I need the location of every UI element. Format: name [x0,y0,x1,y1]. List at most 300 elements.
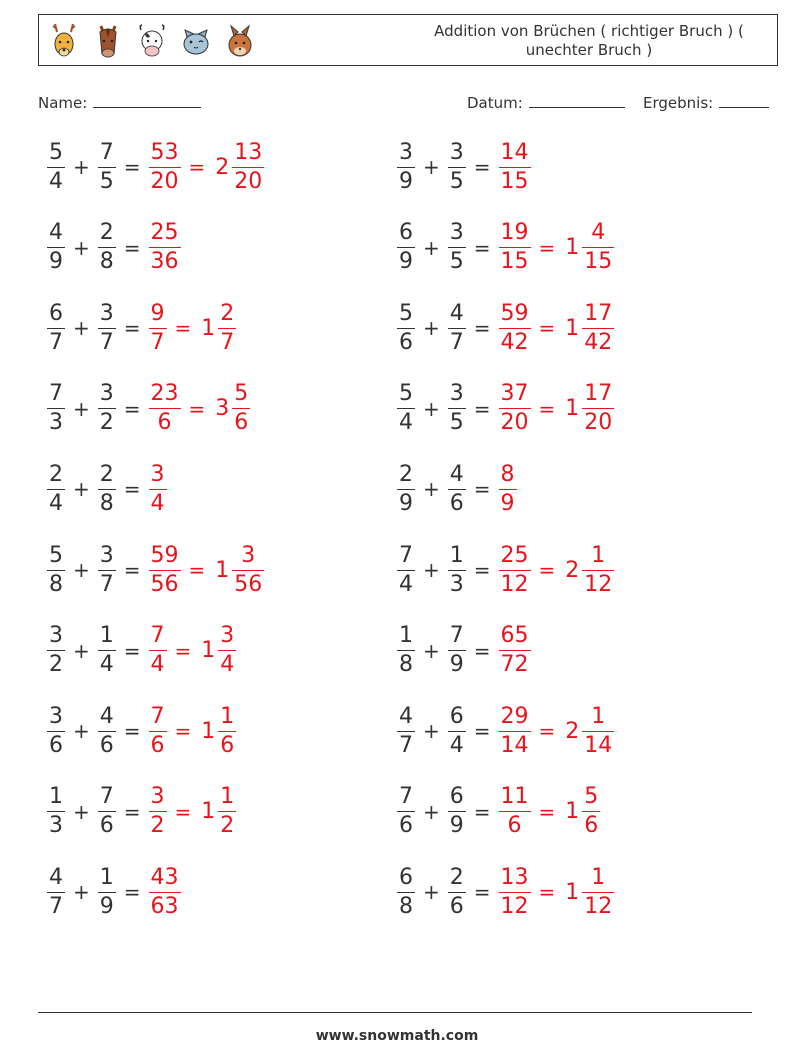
fraction-bar [582,811,600,812]
addend-a [47,785,65,838]
mixed-fraction [582,544,614,597]
fraction-bar [218,731,236,732]
answer-fraction [149,141,181,194]
equals-sign: = [473,477,491,502]
answer-fraction-denominator: 20 [150,168,179,194]
addend-a [397,141,415,194]
answer-fraction-denominator: 9 [500,490,515,516]
fraction-bar [47,489,65,490]
addend-b-numerator: 2 [449,864,464,890]
plus-sign: + [73,235,90,260]
addend-a-numerator: 5 [399,300,413,326]
plus-sign: + [423,155,440,179]
addend-b-denominator: 9 [449,652,464,678]
addend-b [98,382,116,435]
answer-fraction-numerator: 14 [500,139,529,165]
answer-fraction [149,705,167,758]
answer-fraction [149,221,181,274]
equals-sign: = [188,396,206,421]
name-label: Name: [38,94,88,112]
answer-fraction-denominator: 15 [500,249,529,275]
mixed-fraction-numerator: 5 [584,784,599,810]
score-blank[interactable] [719,93,769,108]
problem-row [45,135,266,199]
equals-sign: = [473,880,491,905]
addend-a-denominator: 6 [399,813,413,839]
answer-fraction-denominator: 4 [150,652,165,678]
squirrel-icon [221,20,259,62]
addend-a [397,705,415,758]
addend-a-denominator: 7 [399,732,413,758]
fraction-bar [499,167,531,168]
fraction-bar [98,811,116,812]
answer-fraction [149,544,181,597]
addend-b [448,785,466,838]
fraction-bar [397,811,415,812]
answer-fraction-denominator: 6 [150,732,165,758]
plus-sign: + [423,719,440,744]
fraction-bar [98,328,116,329]
addend-a-denominator: 4 [399,410,413,436]
answer-fraction-numerator: 37 [500,381,529,407]
answer-fraction-denominator: 2 [150,813,165,839]
answer-fraction-numerator: 19 [500,220,529,246]
addend-b [448,302,466,355]
answer-fraction-denominator: 56 [150,571,179,597]
equals-sign: = [123,638,141,663]
addend-a [397,302,415,355]
plus-sign: + [423,638,440,663]
equals-sign: = [473,235,491,260]
addend-a-numerator: 6 [399,864,413,890]
answer-fraction-denominator: 12 [500,571,529,597]
addend-a [397,463,415,516]
mixed-fraction-numerator: 1 [591,542,606,568]
addend-b-denominator: 2 [99,410,114,436]
mixed-fraction-numerator: 1 [220,703,235,729]
mixed-fraction [232,382,250,435]
equals-sign: = [473,155,491,179]
answer-fraction-denominator: 4 [150,490,165,516]
addend-a [397,785,415,838]
addend-b-denominator: 8 [99,249,114,275]
fraction-bar [448,731,466,732]
problem-row [395,377,616,441]
answer-fraction-numerator: 13 [500,864,529,890]
answer-fraction-denominator: 36 [150,249,179,275]
name-field [38,93,201,112]
problem-row [395,860,616,924]
mixed-whole: 1 [201,718,216,744]
addend-a-denominator: 6 [49,732,63,758]
addend-a-numerator: 3 [49,703,63,729]
answer-fraction [149,302,167,355]
equals-sign: = [473,558,491,582]
addend-b-numerator: 4 [449,300,464,326]
addend-a-denominator: 7 [49,329,63,355]
mixed-whole: 1 [565,235,580,261]
fraction-bar [232,167,264,168]
fraction-bar [149,811,167,812]
addend-b-numerator: 3 [99,300,114,326]
equals-sign: = [188,558,206,582]
fraction-bar [448,892,466,893]
mixed-fraction-numerator: 1 [591,864,606,890]
addend-b-denominator: 7 [449,329,464,355]
date-blank[interactable] [529,93,625,108]
answer-fraction-numerator: 23 [150,381,179,407]
problem-row [395,296,616,360]
addend-b-numerator: 1 [449,542,464,568]
answer-fraction-numerator: 3 [150,461,165,487]
addend-b [448,544,466,597]
addend-b-denominator: 6 [99,813,114,839]
addend-b-numerator: 7 [99,139,114,165]
addend-b [98,544,116,597]
addend-a-numerator: 1 [49,784,63,810]
fraction-bar [98,650,116,651]
fraction-bar [582,892,614,893]
addend-b-numerator: 6 [449,784,464,810]
equals-sign: = [174,316,192,341]
mixed-fraction [218,302,236,355]
name-blank[interactable] [93,93,201,108]
fraction-bar [232,408,250,409]
answer-fraction-numerator: 7 [150,703,165,729]
addend-b-denominator: 5 [449,410,464,436]
answer-fraction-denominator: 15 [500,168,529,194]
mixed-whole: 3 [215,396,230,422]
mixed-fraction-numerator: 17 [584,300,613,326]
equals-sign: = [538,799,556,824]
problem-row [395,216,616,280]
mixed-fraction [582,866,614,919]
addend-b-numerator: 2 [99,461,114,487]
answer-fraction [499,866,531,919]
mixed-whole: 1 [565,879,580,905]
problem-row [45,860,183,924]
fraction-bar [448,650,466,651]
fraction-bar [448,247,466,248]
fraction-bar [582,408,614,409]
answer-fraction-numerator: 9 [150,300,165,326]
animal-icons [45,20,259,62]
mixed-fraction-denominator: 14 [584,732,613,758]
answer-fraction [499,302,531,355]
addend-a-denominator: 4 [49,168,63,194]
mixed-fraction-numerator: 17 [584,381,613,407]
plus-sign: + [423,799,440,824]
addend-a-numerator: 2 [399,461,413,487]
mixed-fraction-denominator: 42 [584,329,613,355]
addend-a-denominator: 8 [49,571,63,597]
problem-row [45,216,183,280]
problem-row [395,699,616,763]
answer-fraction [499,544,531,597]
addend-a-denominator: 9 [399,490,413,516]
answer-fraction-numerator: 65 [500,623,529,649]
problem-row [45,296,238,360]
equals-sign: = [174,638,192,663]
plus-sign: + [73,558,90,582]
equals-sign: = [174,719,192,744]
addend-a-denominator: 6 [399,329,413,355]
equals-sign: = [123,396,141,421]
addend-b [98,221,116,274]
answer-fraction-numerator: 25 [500,542,529,568]
equals-sign: = [123,155,141,179]
mixed-fraction [218,624,236,677]
plus-sign: + [73,719,90,744]
addend-b [448,463,466,516]
problem-row [45,457,169,521]
problem-row [45,699,238,763]
addend-a-denominator: 7 [49,893,63,919]
mixed-fraction-numerator: 1 [591,703,606,729]
addend-a-numerator: 7 [399,784,413,810]
worksheet-header [38,14,778,66]
answer-fraction [149,785,167,838]
mixed-fraction-denominator: 6 [584,813,599,839]
fraction-bar [448,328,466,329]
answer-fraction-denominator: 63 [150,893,179,919]
fraction-bar [149,247,181,248]
equals-sign: = [123,477,141,502]
plus-sign: + [423,558,440,582]
mixed-fraction-denominator: 7 [220,329,235,355]
answer-fraction [499,141,531,194]
problem-row [395,619,533,683]
addend-b [98,624,116,677]
fraction-bar [499,408,531,409]
addend-b-numerator: 7 [449,623,464,649]
addend-a-numerator: 4 [399,703,413,729]
mixed-fraction-denominator: 56 [234,571,263,597]
fraction-bar [98,247,116,248]
fraction-bar [582,731,614,732]
plus-sign: + [423,235,440,260]
fraction-bar [397,328,415,329]
score-label: Ergebnis: [643,94,714,112]
addend-b-denominator: 7 [99,571,114,597]
fraction-bar [47,892,65,893]
date-label: Datum: [467,94,523,112]
equals-sign: = [473,799,491,824]
mixed-fraction-denominator: 6 [234,410,249,436]
fraction-bar [149,892,181,893]
addend-b-denominator: 7 [99,329,114,355]
addend-b-numerator: 3 [99,381,114,407]
problem-row [395,457,519,521]
addend-b [448,624,466,677]
addend-b-numerator: 2 [99,220,114,246]
answer-fraction-denominator: 14 [500,732,529,758]
worksheet-title: Addition von Brüchen ( richtiger Bruch ) ( unechter Bruch ) [434,22,744,59]
plus-sign: + [73,396,90,421]
deer-icon [45,20,83,62]
mixed-fraction-denominator: 12 [584,893,613,919]
mixed-fraction [582,785,600,838]
addend-b [448,382,466,435]
mixed-fraction-numerator: 3 [220,623,235,649]
mixed-fraction-numerator: 3 [241,542,256,568]
fraction-bar [149,328,167,329]
fraction-bar [47,570,65,571]
answer-fraction [499,705,531,758]
fraction-bar [448,489,466,490]
fraction-bar [149,650,167,651]
mixed-fraction [232,141,264,194]
mixed-fraction-denominator: 2 [220,813,235,839]
fraction-bar [232,570,264,571]
plus-sign: + [423,396,440,421]
addend-b-denominator: 6 [449,893,464,919]
fraction-bar [397,650,415,651]
addend-a-numerator: 5 [49,542,63,568]
fraction-bar [47,247,65,248]
answer-fraction-numerator: 59 [150,542,179,568]
addend-a [397,382,415,435]
addend-a-denominator: 3 [49,813,63,839]
mixed-fraction-denominator: 12 [584,571,613,597]
fraction-bar [397,570,415,571]
addend-a [47,624,65,677]
equals-sign: = [123,235,141,260]
mixed-whole: 1 [565,396,580,422]
answer-fraction [499,382,531,435]
fraction-bar [47,650,65,651]
addend-a-numerator: 1 [399,623,413,649]
fraction-bar [499,489,517,490]
plus-sign: + [73,880,90,905]
fraction-bar [582,328,614,329]
plus-sign: + [423,316,440,341]
mixed-fraction-denominator: 4 [220,652,235,678]
addend-a [47,302,65,355]
addend-a-numerator: 2 [49,461,63,487]
plus-sign: + [423,477,440,502]
problem-row [395,135,533,199]
date-field [467,93,625,112]
addend-b-denominator: 3 [449,571,464,597]
addend-b [98,463,116,516]
problem-row [45,377,252,441]
fraction-bar [218,811,236,812]
addend-b-denominator: 9 [449,813,464,839]
mixed-fraction [582,302,614,355]
addend-a-numerator: 6 [399,220,413,246]
fraction-bar [397,489,415,490]
answer-fraction [499,221,531,274]
addend-a [47,141,65,194]
problem-row [45,780,238,844]
addend-b-numerator: 1 [99,864,114,890]
addend-a-denominator: 4 [49,490,63,516]
fraction-bar [499,247,531,248]
equals-sign: = [123,558,141,582]
addend-a-denominator: 9 [399,249,413,275]
addend-a [47,382,65,435]
addend-a [47,866,65,919]
mixed-fraction [218,705,236,758]
equals-sign: = [188,155,206,179]
fraction-bar [499,328,531,329]
fraction-bar [499,731,531,732]
addend-b-numerator: 4 [449,461,464,487]
answer-fraction-denominator: 6 [157,410,172,436]
mixed-whole: 1 [565,315,580,341]
footer-site: www.snowmath.com [315,1028,479,1044]
answer-fraction-denominator: 7 [150,329,165,355]
addend-b-denominator: 5 [449,249,464,275]
mixed-fraction-denominator: 20 [234,168,263,194]
horse-icon [89,20,127,62]
fraction-bar [582,247,614,248]
answer-fraction [149,624,167,677]
equals-sign: = [473,316,491,341]
mixed-fraction-denominator: 15 [584,249,613,275]
answer-fraction [149,463,167,516]
addend-b-numerator: 3 [449,139,464,165]
addend-a-denominator: 9 [399,168,413,194]
mixed-fraction [582,705,614,758]
mixed-whole: 2 [565,557,580,583]
addend-b-denominator: 5 [449,168,464,194]
addend-a-numerator: 4 [49,864,63,890]
plus-sign: + [423,880,440,905]
fraction-bar [149,731,167,732]
mixed-whole: 1 [565,799,580,825]
fraction-bar [149,167,181,168]
addend-b-numerator: 7 [99,784,114,810]
addend-b [448,705,466,758]
plus-sign: + [73,638,90,663]
fraction-bar [98,408,116,409]
fraction-bar [149,408,181,409]
addend-b [448,866,466,919]
fraction-bar [149,570,181,571]
equals-sign: = [538,719,556,744]
equals-sign: = [123,880,141,905]
footer-divider [38,1012,752,1013]
fraction-bar [47,167,65,168]
addend-a [397,544,415,597]
mixed-whole: 1 [201,638,216,664]
answer-fraction-numerator: 25 [150,220,179,246]
equals-sign: = [123,316,141,341]
fraction-bar [98,731,116,732]
addend-b-denominator: 4 [449,732,464,758]
fraction-bar [397,167,415,168]
addend-a [397,866,415,919]
addend-a-numerator: 4 [49,220,63,246]
fraction-bar [47,731,65,732]
equals-sign: = [538,316,556,341]
answer-fraction [499,463,517,516]
answer-fraction-denominator: 20 [500,410,529,436]
addend-a [47,705,65,758]
answer-fraction [149,866,181,919]
mixed-fraction [218,785,236,838]
problem-row [395,538,616,602]
addend-b-numerator: 1 [99,623,114,649]
fraction-bar [448,167,466,168]
addend-a [397,624,415,677]
addend-a [397,221,415,274]
fraction-bar [499,650,531,651]
mixed-whole: 1 [201,799,216,825]
fraction-bar [98,570,116,571]
